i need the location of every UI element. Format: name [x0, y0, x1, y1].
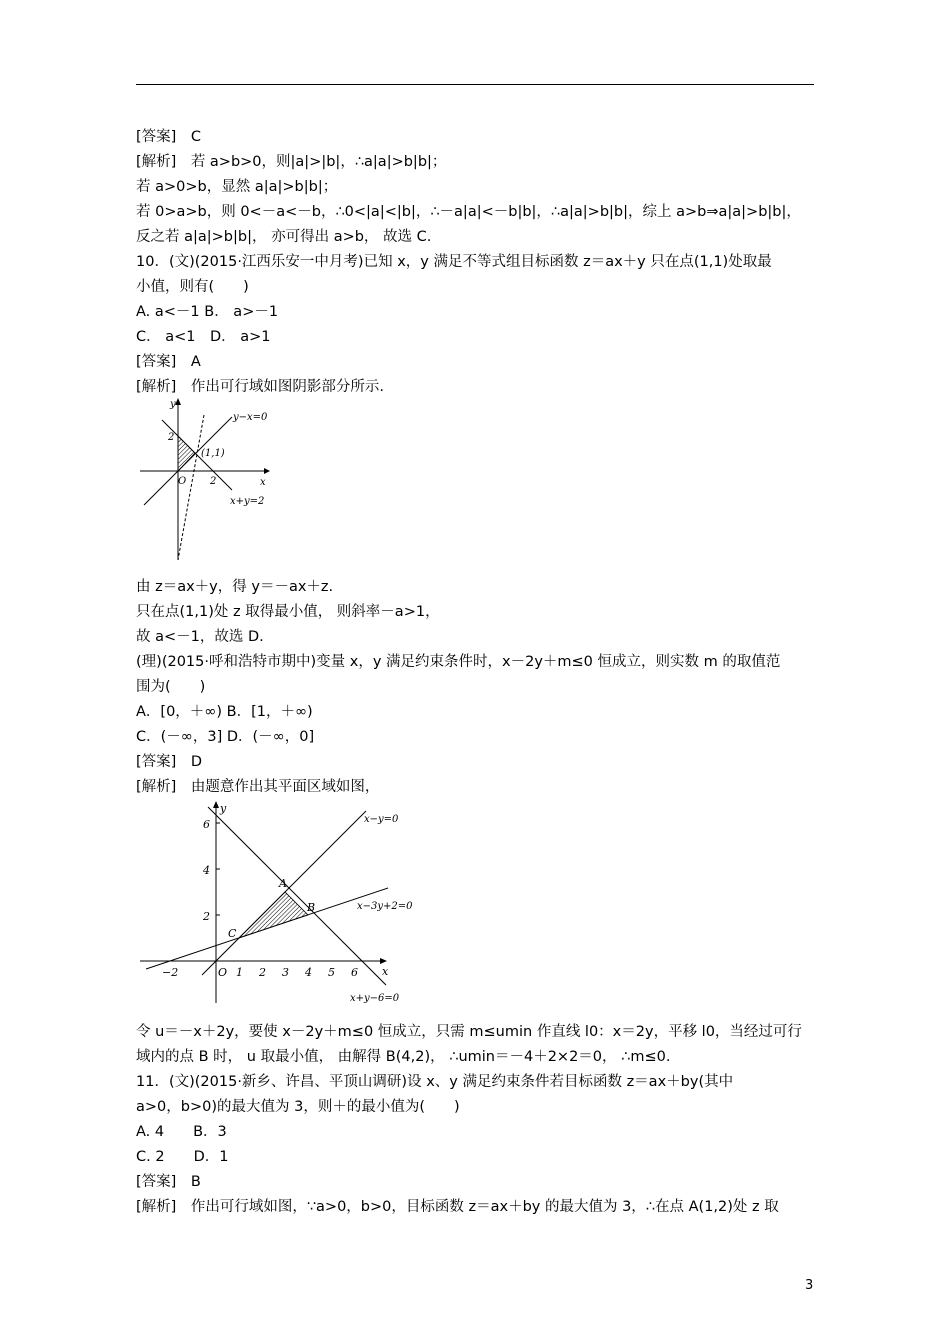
origin-label: O	[178, 476, 187, 487]
x-tick-label: 4	[305, 966, 312, 979]
y-axis-label: y	[220, 802, 227, 815]
x-axis-label: x	[382, 965, 389, 978]
answer-label-9: [答案] C	[136, 129, 201, 145]
question-10-text: 小值，则有( )	[136, 279, 249, 295]
answer-label-11: [答案] B	[136, 1174, 201, 1190]
question-11-options: A. 4 B．3	[136, 1124, 227, 1140]
question-li-options: C．(－∞，3] D．(－∞，0]	[136, 729, 315, 745]
feasible-region-figure-1	[136, 395, 276, 565]
x-tick-label: 6	[351, 966, 358, 979]
answer-label-li: [答案] D	[136, 754, 202, 770]
feasible-region-figure-2	[136, 798, 413, 1008]
y-tick-label: 4	[203, 864, 210, 877]
y-tick-label: 2	[168, 432, 175, 443]
analysis-line: 故 a<－1，故选 D.	[136, 629, 264, 645]
question-li-text: (理)(2015·呼和浩特市期中)变量 x，y 满足约束条件时，x－2y＋m≤0 恒成立，则实数 m 的取值范	[136, 654, 781, 670]
header-rule	[136, 84, 814, 85]
question-11-options: C. 2 D．1	[136, 1149, 229, 1165]
x-tick-label: 1	[236, 966, 243, 979]
origin-label: O	[218, 966, 228, 979]
line-y-minus-x	[144, 417, 232, 505]
line1-label: x−y=0	[364, 814, 399, 825]
analysis-line: 域内的点 B 时， u 取最小值， 由解得 B(4,2)， ∴umin＝－4＋2×2＝0， ∴m≤0.	[136, 1049, 671, 1065]
line2-label: x+y=2	[230, 496, 265, 507]
y-axis-label: y	[170, 399, 176, 410]
x-tick-label: 3	[282, 966, 289, 979]
y-tick-label: 2	[203, 910, 210, 923]
analysis-line: 只在点(1,1)处 z 取得最小值， 则斜率－a>1，	[136, 604, 440, 620]
question-li-text: 围为( )	[136, 679, 206, 695]
x-tick-label: 2	[210, 476, 217, 487]
line1-label: y−x=0	[233, 412, 268, 423]
question-11-text: 11．(文)(2015·新乡、许昌、平顶山调研)设 x、y 满足约束条件若目标函数 z＝ax＋by(其中	[136, 1074, 734, 1090]
analysis-line: 令 u＝－x＋2y，要使 x－2y＋m≤0 恒成立，只需 m≤umin 作直线 l0：x＝2y，平移 l0，当经过可行	[136, 1024, 802, 1040]
line-x-minus-y	[202, 811, 366, 975]
shaded-region	[239, 892, 308, 938]
line-x-plus-y-minus-6	[208, 807, 386, 985]
x-tick-label: 5	[328, 966, 335, 979]
answer-label-10: [答案] A	[136, 354, 201, 370]
question-11-text: a>0，b>0)的最大值为 3，则＋的最小值为( )	[136, 1099, 460, 1115]
line2-label: x−3y+2=0	[357, 901, 413, 912]
y-tick-label: 6	[203, 818, 210, 831]
x-axis-label: x	[260, 477, 266, 488]
line3-label: x+y−6=0	[350, 993, 400, 1004]
analysis-line: 反之若 a|a|>b|b|， 亦可得出 a>b， 故选 C.	[136, 229, 432, 245]
question-10-text: 10．(文)(2015·江西乐安一中月考)已知 x，y 满足不等式组目标函数 z＝ax＋y 只在点(1,1)处取最	[136, 254, 772, 270]
point-b-label: B	[307, 901, 316, 914]
point-label: (1,1)	[201, 448, 225, 459]
analysis-line: 若 a>0>b，显然 a|a|>b|b|；	[136, 179, 338, 195]
shaded-region	[178, 436, 195, 471]
analysis-line: [解析] 若 a>b>0，则|a|>|b|，∴a|a|>b|b|；	[136, 154, 447, 170]
question-10-options: C． a<1 D． a>1	[136, 329, 271, 345]
x-tick-label: 2	[259, 966, 266, 979]
analysis-line: [解析] 作出可行域如图，∵a>0，b>0，目标函数 z＝ax＋by 的最大值为 3，∴在点 A(1,2)处 z 取	[136, 1199, 779, 1215]
point-a-label: A	[279, 877, 287, 890]
question-10-options: A. a<－1 B． a>－1	[136, 304, 279, 320]
objective-line	[178, 415, 204, 560]
analysis-line: 由 z＝ax＋y，得 y＝－ax＋z.	[136, 579, 334, 595]
analysis-line: [解析] 作出可行域如图阴影部分所示.	[136, 379, 384, 395]
page-number: 3	[805, 1278, 814, 1293]
line-x-minus-3y-plus-2	[146, 888, 388, 969]
question-li-options: A．[0，＋∞) B．[1，＋∞)	[136, 704, 313, 720]
analysis-line: [解析] 由题意作出其平面区域如图，	[136, 779, 380, 795]
point-c-label: C	[228, 927, 237, 940]
analysis-line: 若 0>a>b，则 0<－a<－b，∴0<|a|<|b|，∴－a|a|<－b|b|，∴a|a|>b|b|，综上 a>b⇒a|a|>b|b|，	[136, 204, 801, 220]
x-tick-label: −2	[162, 966, 179, 979]
